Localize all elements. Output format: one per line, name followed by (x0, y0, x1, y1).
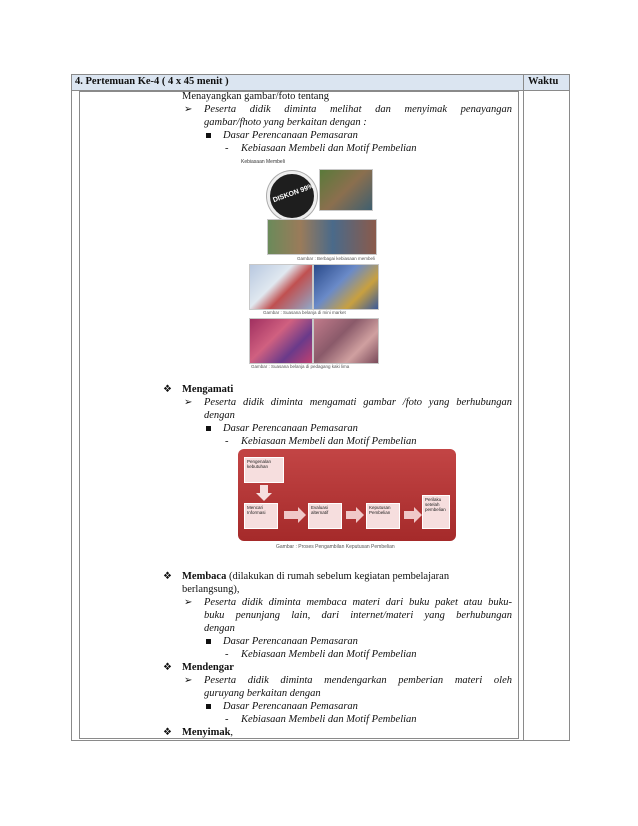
arrow-bullet-icon: ➢ (184, 397, 193, 408)
diagram-box-evaluation: Evaluasi alternatif (308, 503, 342, 529)
market-photo-1 (319, 169, 373, 211)
section4-heading: Mendengar (182, 662, 234, 673)
dash-bullet: - (225, 143, 229, 154)
section2-sub: Dasar Perencanaan Pemasaran (223, 423, 358, 434)
arrow-right-head-icon (356, 507, 364, 523)
section4-sub: Dasar Perencanaan Pemasaran (223, 701, 358, 712)
diamond-bullet-icon: ❖ (163, 727, 172, 738)
column-divider (523, 75, 524, 740)
dash-bullet: - (225, 649, 229, 660)
section3-sub: Dasar Perencanaan Pemasaran (223, 636, 358, 647)
arrow-right-head-icon (298, 507, 306, 523)
diagram-box-information-search: Mencari Informasi (244, 503, 278, 529)
purchase-decision-diagram (238, 449, 456, 541)
section2-item-line2: dengan (204, 410, 235, 421)
discount-badge-text: DISKON 99% (272, 182, 316, 205)
diamond-bullet-icon: ❖ (163, 571, 172, 582)
shopping-habits-figure (237, 157, 395, 372)
arrow-down-icon (260, 485, 268, 493)
section4-subsub: Kebiasaan Membeli dan Motif Pembelian (241, 714, 417, 725)
meeting-title: 4. Pertemuan Ke-4 ( 4 x 45 menit ) (75, 76, 229, 87)
square-bullet-icon (206, 129, 211, 142)
section3-item-line3: dengan (204, 623, 235, 634)
figure2-caption: Gambar : Proses Pengambilan Keputusan Pembelian (276, 544, 395, 550)
diamond-bullet-icon: ❖ (163, 384, 172, 395)
figure1-caption2: Gambar : Suasana belanja di mini market (263, 310, 346, 315)
section3-subsub: Kebiasaan Membeli dan Motif Pembelian (241, 649, 417, 660)
minimarket-photo-2 (313, 264, 379, 310)
section2-item-line1: Peserta didik diminta mengamati gambar /foto yang berhubungan (204, 397, 512, 408)
arrow-right-icon (404, 511, 414, 519)
arrow-right-icon (284, 511, 298, 519)
arrow-down-head-icon (256, 493, 272, 501)
figure1-caption3: Gambar : Suasana belanja di pedagang kaki lima (251, 364, 350, 369)
street-vendor-photo-2 (313, 318, 379, 364)
arrow-bullet-icon: ➢ (184, 597, 193, 608)
section1-subsub: Kebiasaan Membeli dan Motif Pembelian (241, 143, 417, 154)
section4-item-line2: guruyang berkaitan dengan (204, 688, 321, 699)
dash-bullet: - (225, 714, 229, 725)
arrow-bullet-icon: ➢ (184, 675, 193, 686)
diamond-bullet-icon: ❖ (163, 662, 172, 673)
intro-text: Menayangkan gambar/foto tentang (182, 91, 329, 102)
section3-heading-rest: (dilakukan di rumah sebelum kegiatan pembelajaran (226, 571, 450, 582)
crowd-photo (267, 219, 377, 255)
minimarket-photo-1 (249, 264, 313, 310)
square-bullet-icon (206, 700, 211, 713)
section2-heading: Mengamati (182, 384, 234, 395)
section3-item-line1: Peserta didik diminta membaca materi dari buku paket atau buku- (204, 597, 512, 608)
dash-bullet: - (225, 436, 229, 447)
section5-heading: Menyimak (182, 727, 231, 738)
section5-heading-rest: , (230, 727, 234, 738)
square-bullet-icon (206, 422, 211, 435)
arrow-bullet-icon: ➢ (184, 104, 193, 115)
figure1-caption1: Gambar : Berbagai kebiasaan membeli (297, 256, 376, 261)
section2-subsub: Kebiasaan Membeli dan Motif Pembelian (241, 436, 417, 447)
arrow-right-head-icon (414, 507, 422, 523)
section3-line2: berlangsung), (182, 584, 240, 595)
section1-item-line2: gambar/fhoto yang berkaitan dengan : (204, 117, 367, 128)
section1-sub: Dasar Perencanaan Pemasaran (223, 130, 358, 141)
square-bullet-icon (206, 635, 211, 648)
diagram-box-post-purchase: Perilaku setelah pembelian (422, 495, 450, 529)
section3-item-line2: buku penunjang lain, dari internet/materi yang berhubungan (204, 610, 512, 621)
arrow-right-icon (346, 511, 356, 519)
discount-badge (267, 171, 317, 221)
diagram-box-need-recognition: Pengenalan kebutuhan (244, 457, 284, 483)
section1-item-line1: Peserta didik diminta melihat dan menyimak penayangan (204, 104, 512, 115)
diagram-box-purchase-decision: Keputusan Pembelian (366, 503, 400, 529)
table-header (72, 75, 569, 91)
section4-item-line1: Peserta didik diminta mendengarkan pemberian materi oleh (204, 675, 512, 686)
street-vendor-photo-1 (249, 318, 313, 364)
section3-heading: Membaca (182, 571, 227, 582)
time-column-header: Waktu (528, 76, 559, 87)
section3-heading-line (182, 570, 512, 583)
section5-heading-line (182, 726, 233, 739)
figure1-title: Kebiasaan Membeli (241, 159, 285, 165)
